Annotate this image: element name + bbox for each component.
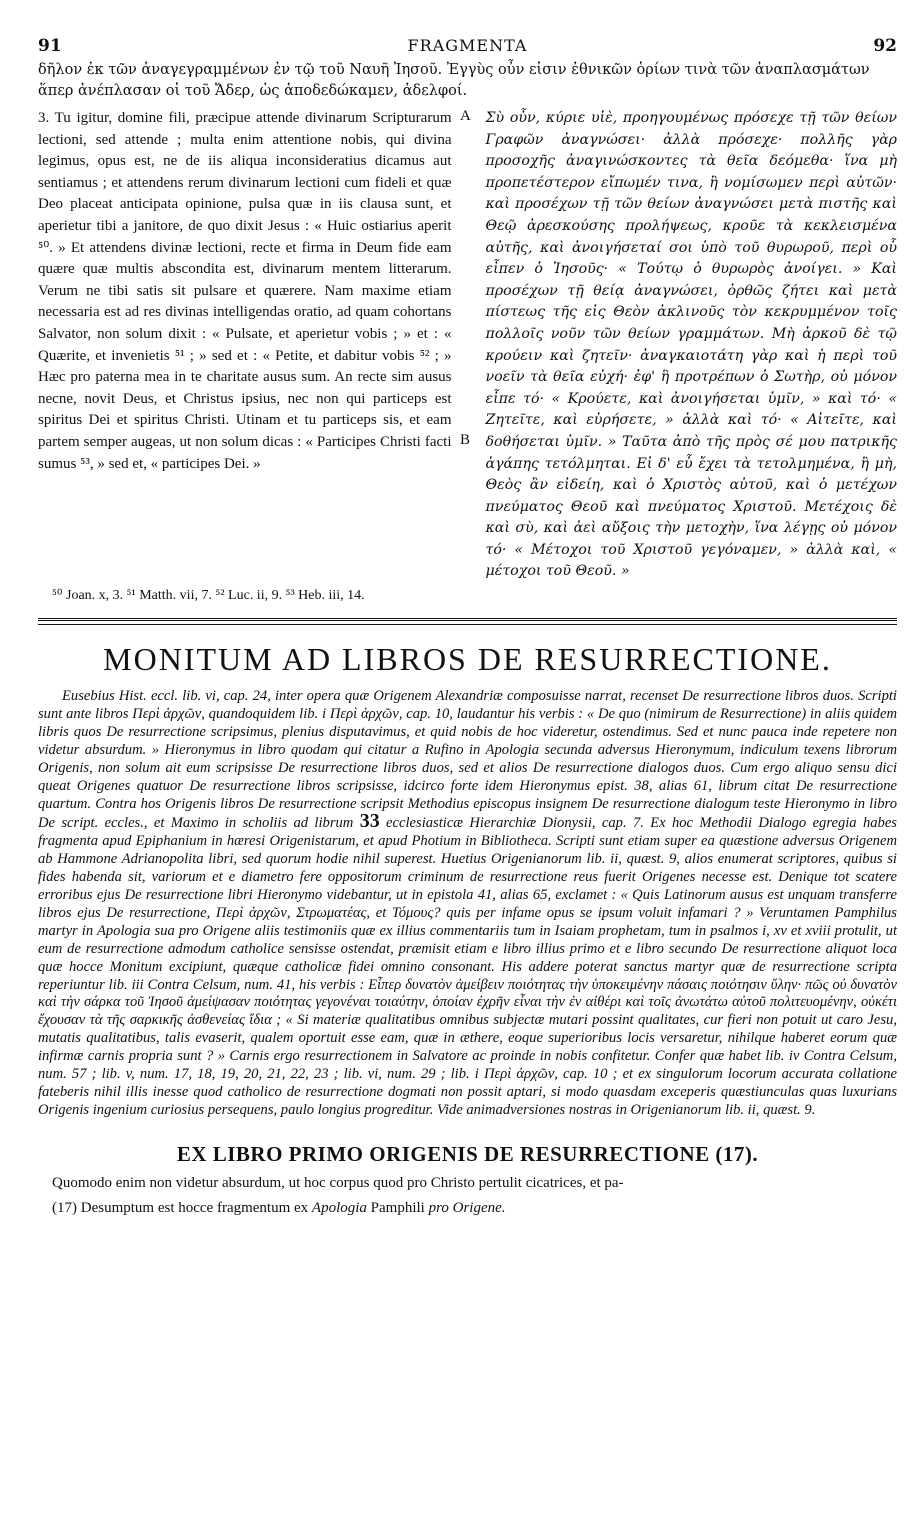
footnote-17-prefix: (17) Desumptum est hocce fragmentum ex (52, 1199, 309, 1216)
running-title: FRAGMENTA (407, 36, 528, 55)
page-number-left: 91 (38, 36, 62, 56)
section-title: MONITUM AD LIBROS DE RESURRECTIONE. (103, 641, 832, 678)
footnote-17-source2: pro Origene. (428, 1199, 506, 1216)
footnotes: ⁵⁰ Joan. x, 3. ⁵¹ Matth. vii, 7. ⁵² Luc. ii, 9. ⁵³ Heb. iii, 14. (52, 588, 365, 604)
intro-greek-text: δῆλον ἐκ τῶν ἀναγεγραμμένων ἐν τῷ τοῦ Ναυῆ Ἰησοῦ. Ἐγγὺς οὖν εἰσιν ἐθνικῶν ὁρίων τινὰ τῶν ἀναπλασμάτων ἅπερ ἀνέπλασαν οἱ τοῦ Ἄδερ, ὡς ἀποδεδώκαμεν, ἀδελφοί. (38, 62, 870, 99)
page-header (38, 36, 897, 58)
monitum-part-1: Eusebius Hist. eccl. lib. vi, cap. 24, inter opera quæ Origenem Alexandriæ composuisse narrat, recenset De resurrectione libros duos. Scripti sunt ante libros Περὶ ἀρχῶν, quandoquidem lib. i Περὶ ἀρχῶν, cap. 10, laudantur his verbis : « De quo (nimirum de Resurrectione) in aliis quidem libris quos De resurrectione scripsimus, plenius disputavimus, et quid nobis de hoc videretur, ostendimus. Sed et nunc pauca inde repetere non videtur absurdum. » Hieronymus in libro quodam qui citatur a Rufino in Apologia secunda adversus Hieronymum, indiculum texens librorum Origenis, non solum ait eum scripsisse De resurrectione libros duos, sed et alios De resurrectione dialogos duos. Cum ergo aliquo sensu dici queat Origenes quatuor De resurrectione libros scripsisse, idcirco forte idem Hieronymus epist. 38, alias 61, librum citat De resurrectione quartum. Contra hos Origenis libros De resurrectione scripsit Methodius episcopus insignem De resurrectione dialogum teste Hieronymo in libro De script. eccles., et Maximo in scholiis ad librum (38, 688, 897, 832)
monitum-part-2: ecclesiasticæ Hierarchiæ Dionysii, cap. 7. Ex hoc Methodii Dialogo egregia habes fragmenta apud Epiphanium in hæresi Origenistarum, et apud Photium in Bibliotheca. Scripti sunt etiam super ea quæstione adversus Origenem ab Hammone Adrianopolita libri, sed quorum hodie nihil superest. Huetius Origenianorum lib. ii, quæst. 9, alios enumerat scriptores, quibus si fides habenda sit, variorum et e diametro fere oppositorum criminum de resurrectione reus fuerit Origenes necesse est. Denique tot scatere erroribus ejus De resurrectione libri Hieronymo videbantur, ut in epistola 41, alias 65, exclamet : « Quis Latinorum ausus est unquam transferre libros ejus De resurrectione, Περὶ ἀρχῶν, Στρωματέας, et Τόμους? quis per infame opus se ipsum voluit infamari ? » Veruntamen Pamphilus martyr in Apologia sua pro Origene aliis testimoniis quæ ex illius commentariis tum in Isaiam prophetam, tum in psalmos i, xv et xviii protulit, ut eum de resurrectione admodum catholice sensisse ostendat, præmisit etiam e libro illius primo et e libro secundo De resurrectione aliquot loca quæ hocce Monitum excipiunt, quæque catholicæ fidei omnino consonant. His addere poterat sanctus martyr quæ de resurrectione scripta reperiuntur lib. iii Contra Celsum, num. 41, his verbis : Εἶπερ δυνατὸν ἀμείβειν ποιότητας τὴν ὑποκειμένην πάσαις ποιότησιν ὕλην· πῶς οὐ δυνατὸν καὶ τὴν σάρκα τοῦ Ἰησοῦ ἀμείψασαν ποιότητας γεγονέναι τοιαύτην, ὁποίαν ἐχρῆν εἶναι τὴν ἐν αἰθέρι καὶ τοῖς ἀνωτάτω αὐτοῦ πολιτευομένην, οὐκέτι ἔχουσαν τὰ τῆς σαρκικῆς ἀσθενείας ἴδια ; « Si materiæ qualitatibus omnibus subjectæ mutari possint qualitates, cur fieri non potuit ut caro Jesu, mutatis qualitatibus, talis evaserit, qualem oportuit esse eam, quæ in æthere, eoque superioribus locis versaretur, nihilque haberet eorum quæ infirmæ carnis propria sunt ? » Carnis ergo resurrectionem in Salvatore ac proinde in nobis confitetur. Confer quæ habet lib. iv Contra Celsum, num. 57 ; lib. v, num. 17, 18, 19, 20, 21, 22, 23 ; lib. vi, num. 29 ; lib. i Περὶ ἀρχῶν, cap. 10 ; et ex singulorum locorum accurata collatione fateberis nihil illis inesse quod catholico de resurrectione dogmati non possit aptari, si modo quasdam exceperis quæstiunculas quas luxurians Origenis ingenium curiosius persequens, paulo longius progreditur. Vide animadversiones nostras in Origenianorum lib. ii, quæst. 9. (38, 815, 897, 1118)
footnote-17-middle: Pamphili (370, 1199, 425, 1216)
section-marker-a: A (460, 108, 471, 124)
footnote-17 (52, 1200, 897, 1217)
section-divider (38, 618, 897, 625)
section-marker-b: B (460, 432, 471, 448)
two-column-text (38, 108, 897, 583)
margin-number: 33 (359, 810, 380, 833)
subsection-title: EX LIBRO PRIMO ORIGENIS DE RESURRECTIONE (17). (176, 1141, 759, 1166)
page-number-right: 92 (873, 36, 897, 56)
monitum-text (38, 688, 897, 1120)
fragment-text: Quomodo enim non videtur absurdum, ut hoc corpus quod pro Christo pertulit cicatrices, et pa- (52, 1174, 624, 1191)
latin-column: 3. Tu igitur, domine fili, præcipue attende divinarum Scripturarum lectioni, sed attende ; multa enim attentione nobis, qui divina legimus, opus est, ne de iis aliqua inconsideratius dicamus aut sentiamus ; et attendens rerum divinarum lectioni cum fideli et quæ Deo placeat anticipata opinione, pulsa quæ in iis clausa sunt, et aperietur tibi a janitore, de quo dixit Jesus : « Huic ostiarius aperit ⁵⁰. » Et attendens divinæ lectioni, recte et firma in Deum fide eam quære quæ multis abscondita est, divinarum mentem litterarum. Verum ne tibi satis sit pulsare et quærere. Nam maxime etiam necessaria est ad res divinas intelligendas oratio, ad quam cohortans Salvator, non solum dixit : « Pulsate, et aperietur vobis ; » et : « Quærite, et invenietis ⁵¹ ; » sed et : « Petite, et dabitur vobis ⁵² ; » Hæc pro paterna mea in te charitate ausus sum. An recte sim ausus necne, novit Deus, et Christus ipsius, nec non qui particeps est spiritus Dei et spiritus Christi. Utinam et tu particeps sis, et eam partem semper augeas, ut non solum dicas : « Participes Christi facti sumus ⁵³, » sed et, « participes Dei. » (38, 110, 452, 472)
footnote-17-source: Apologia (311, 1199, 367, 1216)
greek-column: Σὺ οὖν, κύριε υἱὲ, προηγουμένως πρόσεχε τῇ τῶν θείων Γραφῶν ἀναγνώσει· ἀλλὰ πρόσεχε· πολλῆς γὰρ προσοχῆς ἀναγινώσκοντες τὰ θεῖα δεόμεθα· ἵνα μὴ προπετέστερον εἴπωμέν τινα, ἢ νομίσωμεν περὶ αὐτῶν· καὶ προσέχων τῇ τῶν θείων ἀναγνώσει μετὰ πιστῆς καὶ Θεῷ ἀρεσκούσης προλήψεως, κροῦε τὰ κεκλεισμένα αὐτῆς, καὶ ἀνοιγήσεταί σοι ὑπὸ τοῦ θυρωροῦ, περὶ οὗ εἶπεν ὁ Ἰησοῦς· « Τούτῳ ὁ θυρωρὸς ἀνοίγει. » Καὶ προσέχων τῇ θείᾳ ἀναγνώσει, ὀρθῶς ζήτει καὶ μετὰ πίστεως τῆς εἰς Θεὸν ἀκλινοῦς τὸν κεκρυμμένον τοῖς πολλοῖς νοῦν τῶν θείων γραμμάτων. Μὴ ἀρκοῦ δὲ τῷ κρούειν καὶ ζητεῖν· ἀναγκαιοτάτη γὰρ καὶ ἡ περὶ τοῦ νοεῖν τὰ θεῖα εὐχή· ἐφ' ἣ προτρέπων ὁ Σωτὴρ, οὐ μόνον εἶπε τό· « Κρούετε, καὶ ἀνοιγήσεται ὑμῖν, » καὶ τό· « Ζητεῖτε, καὶ εὑρήσετε, » ἀλλὰ καὶ τό· « Αἰτεῖτε, καὶ δοθήσεται ὑμῖν. » Ταῦτα ἀπὸ τῆς πρὸς σέ μου πατρικῆς ἀγάπης τετόλμηται. Εἰ δ' εὖ ἔχει τὰ τετολμημένα, ἢ μὴ, Θεὸς ἂν εἰδείη, καὶ ὁ Χριστὸς αὐτοῦ, καὶ ὁ μετέχων πνεύματος Θεοῦ καὶ πνεύματος Χριστοῦ. Μετέχοις δὲ καὶ σὺ, καὶ ἀεὶ αὔξοις τὴν μετοχὴν, ἵνα λέγῃς οὐ μόνον τό· « Μέτοχοι τοῦ Χριστοῦ γεγόναμεν, » ἀλλὰ καὶ, « μέτοχοι τοῦ Θεοῦ. » (485, 110, 897, 580)
